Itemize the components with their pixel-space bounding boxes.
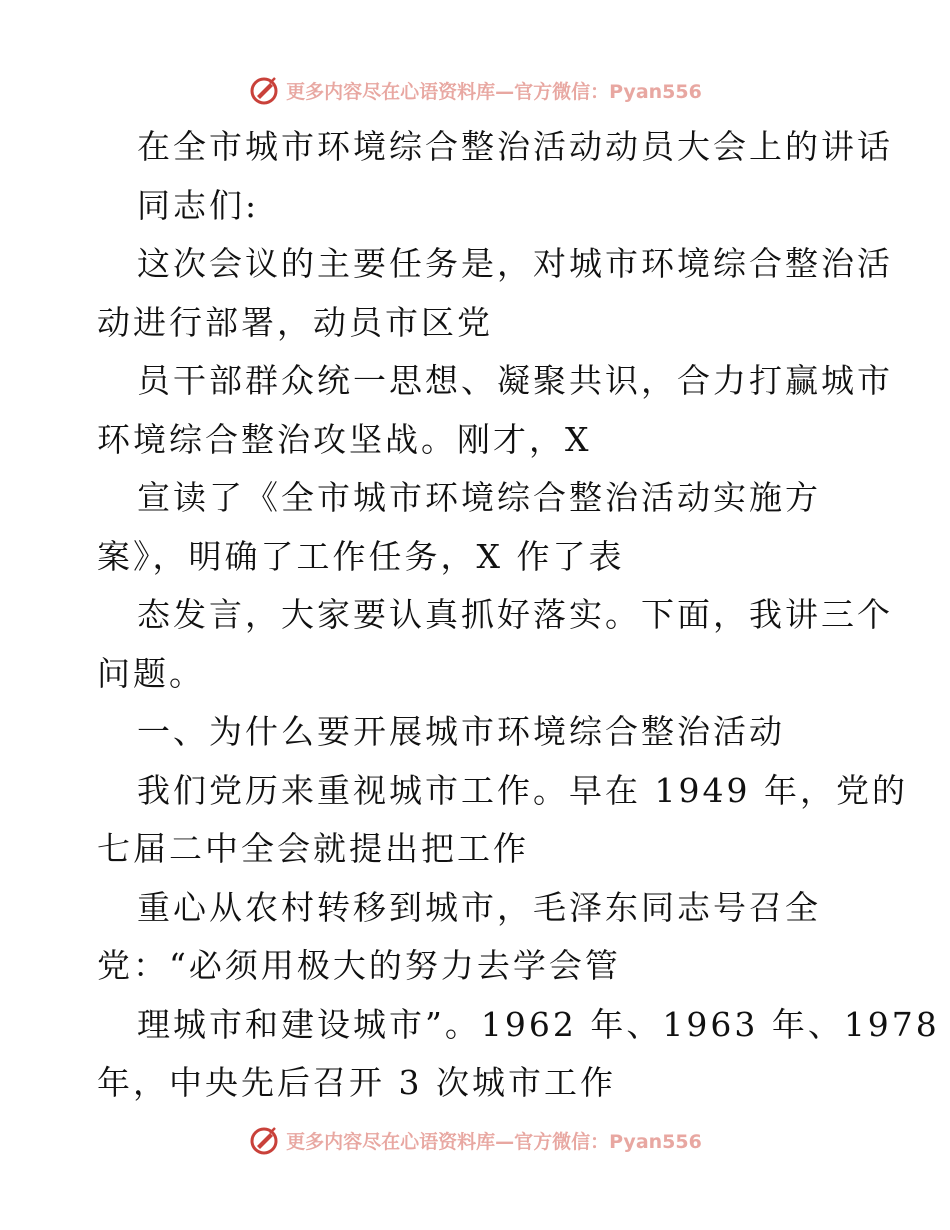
paragraph-line: 动进行部署，动员市区党 (97, 302, 493, 342)
paragraph-line: 宣读了《全市城市环境综合整治活动实施方 (137, 478, 821, 517)
header-watermark-banner (0, 70, 950, 110)
paragraph-line: 问题。 (97, 653, 205, 693)
paragraph-line: 员干部群众统一思想、凝聚共识，合力打赢城市 (137, 361, 893, 400)
paragraph-line: 案》，明确了工作任务，X 作了表 (97, 536, 625, 576)
section-heading: 一、为什么要开展城市环境综合整治活动 (137, 712, 785, 751)
paragraph-line: 态发言，大家要认真抓好落实。下面，我讲三个 (137, 595, 893, 634)
paragraph-line: 重心从农村转移到城市，毛泽东同志号召全 (137, 887, 821, 927)
document-title: 在全市城市环境综合整治活动动员大会上的讲话 (137, 127, 893, 166)
paragraph-line: 环境综合整治攻坚战。刚才，X (97, 419, 592, 459)
header-banner-text: 更多内容尽在心语资料库—官方微信：Pyan556 (286, 80, 702, 103)
paragraph-line: 七届二中全会就提出把工作 (97, 829, 529, 868)
paragraph-line: 我们党历来重视城市工作。早在 1949 年，党的 (137, 770, 908, 810)
footer-watermark-banner (0, 1120, 950, 1160)
paragraph-line: 理城市和建设城市”。1962 年、1963 年、1978 (137, 1004, 940, 1044)
paragraph-line: 年，中央先后召开 3 次城市工作 (97, 1063, 616, 1102)
document-body (97, 118, 940, 1113)
logo-icon (248, 74, 280, 106)
paragraph-line: 这次会议的主要任务是，对城市环境综合整治活 (137, 244, 893, 283)
logo-icon (248, 1124, 280, 1156)
salutation: 同志们: (137, 185, 260, 225)
paragraph-line: 党：“必须用极大的努力去学会管 (97, 946, 621, 985)
footer-banner-text: 更多内容尽在心语资料库—官方微信：Pyan556 (286, 1130, 702, 1153)
